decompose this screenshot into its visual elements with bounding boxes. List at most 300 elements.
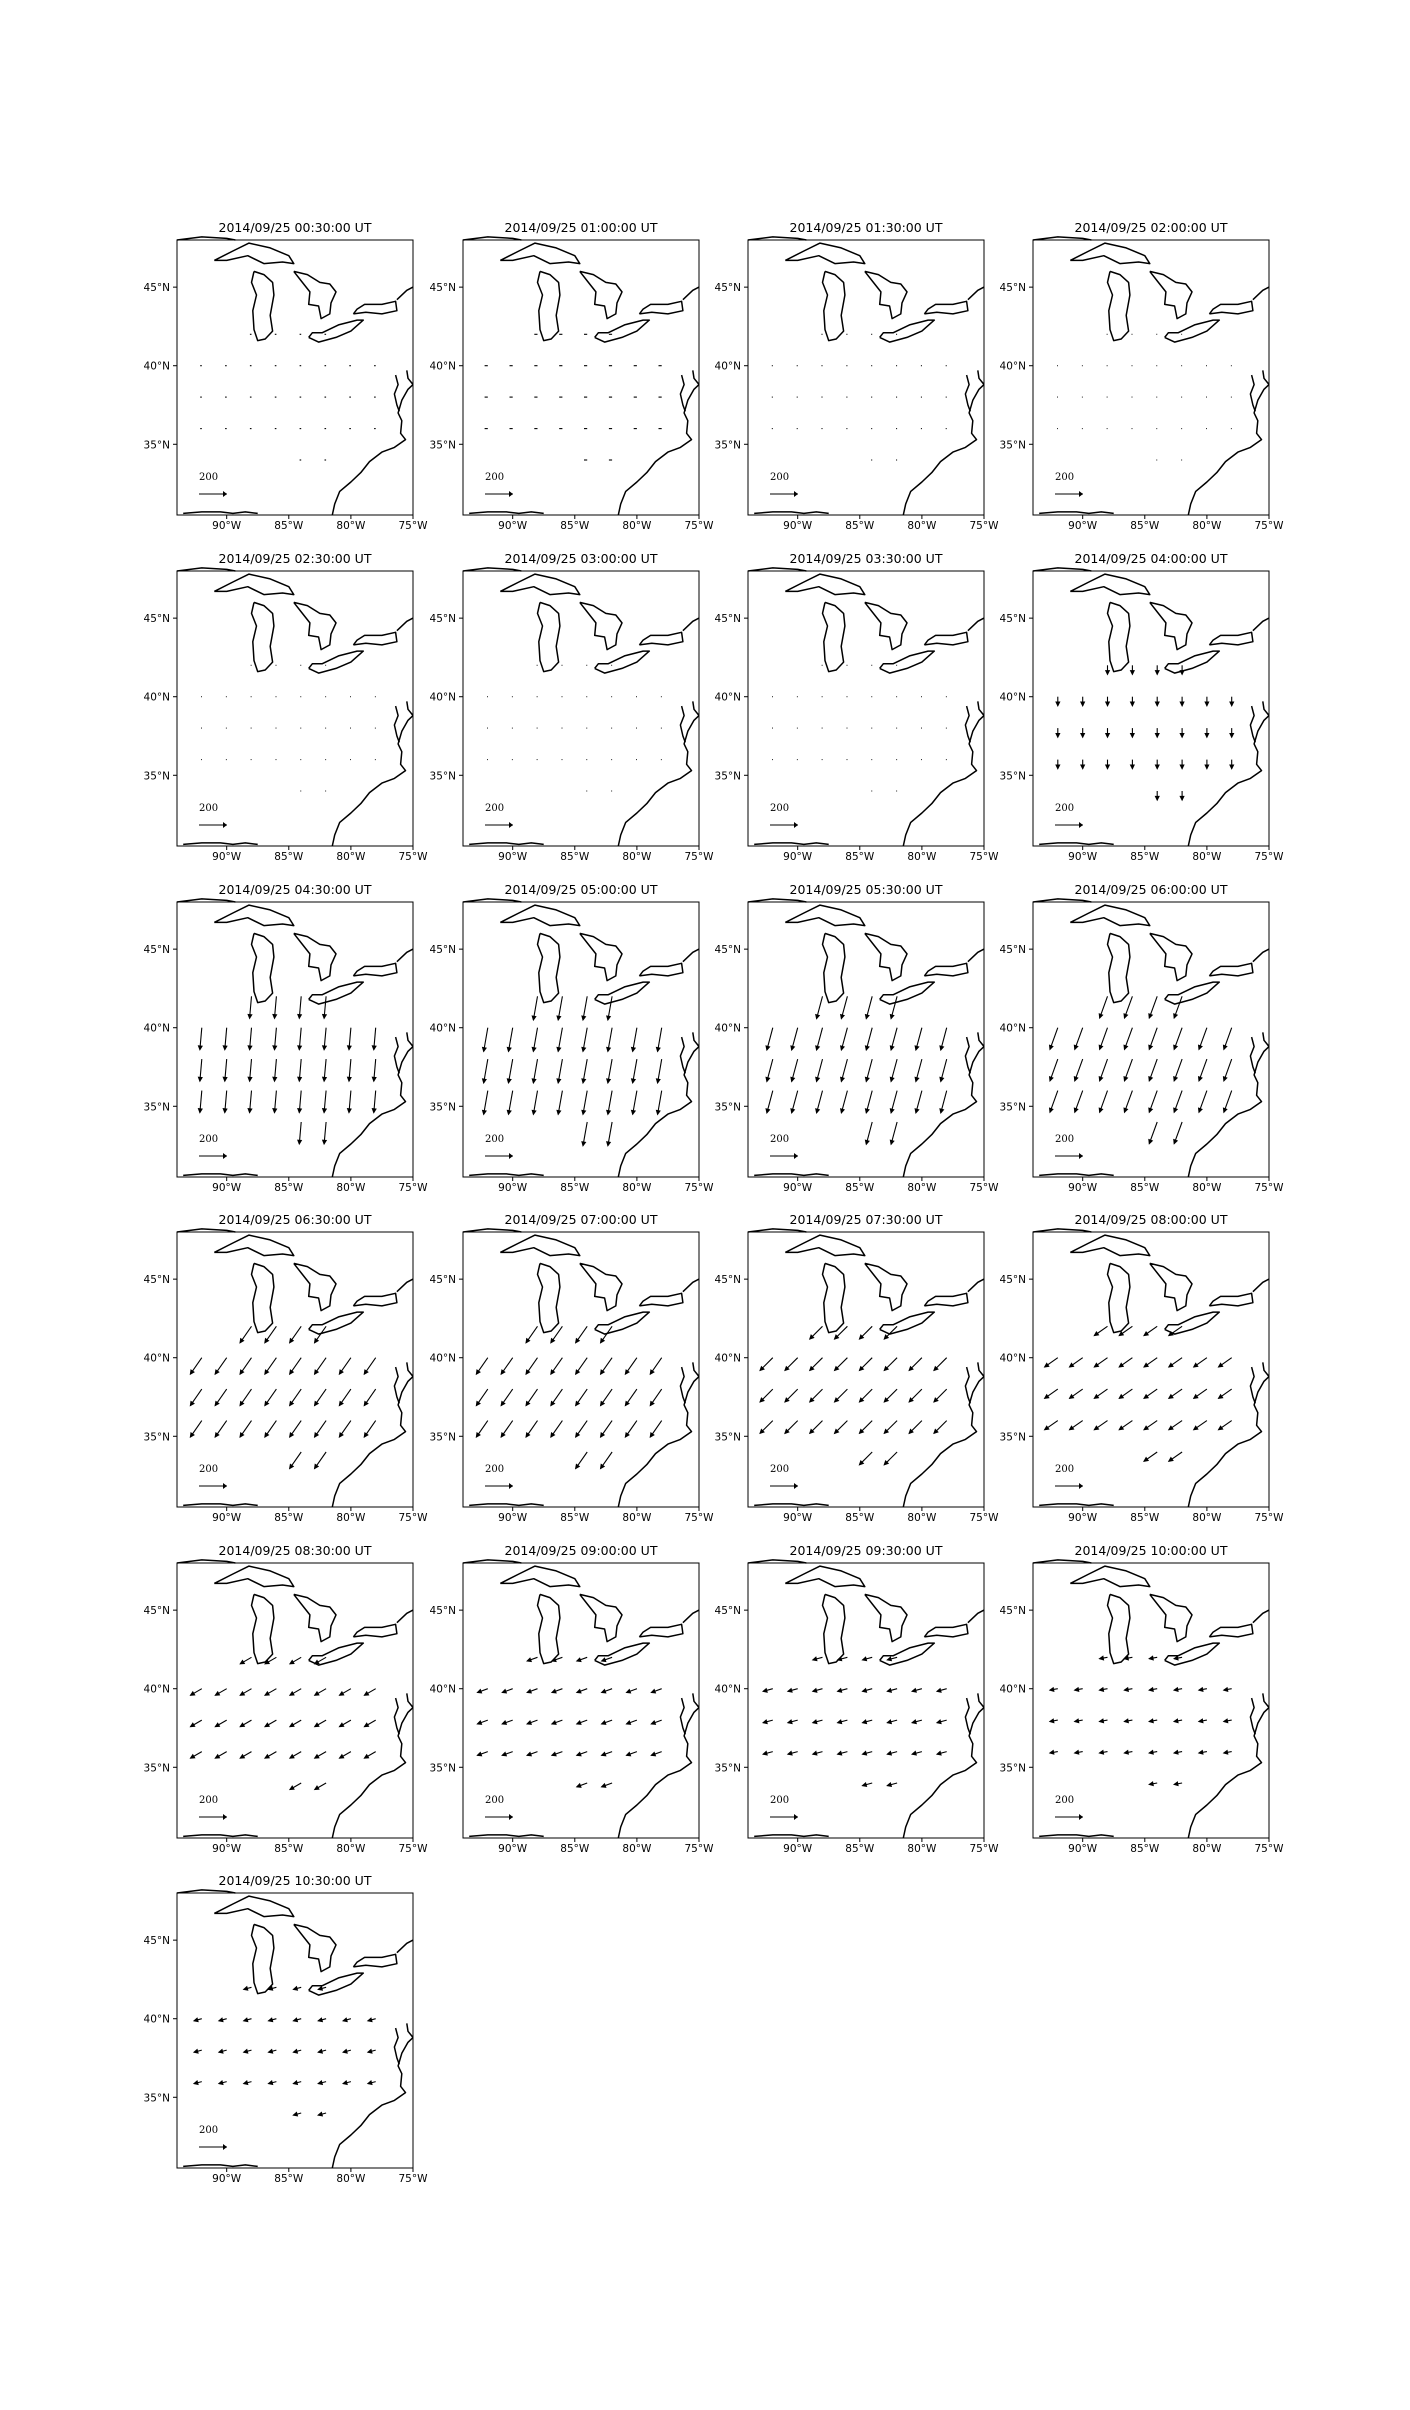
lon-label: 90°W — [212, 851, 242, 863]
wind-vector — [1075, 1751, 1083, 1754]
reference-vector — [199, 1795, 227, 1820]
coastline-lake-erie — [880, 982, 935, 1004]
wind-vector — [240, 1689, 251, 1696]
coastline-gulf-coast — [469, 1504, 544, 1506]
wind-vector — [315, 1783, 326, 1790]
coastline-atlantic-coast — [618, 716, 699, 846]
wind-vector — [315, 1358, 327, 1374]
coastline-gulf-coast — [183, 1504, 258, 1506]
coastline-lake-erie — [1165, 1312, 1220, 1334]
coastline-lake-superior — [1070, 1566, 1150, 1587]
wind-vector — [240, 1421, 251, 1437]
reference-vector — [199, 472, 227, 497]
lat-label: 35°N — [714, 770, 741, 783]
wind-vector — [1199, 1751, 1207, 1754]
coastline-chesapeake — [965, 1037, 970, 1073]
map-panel — [117, 1202, 428, 1532]
wind-vector — [483, 1028, 488, 1052]
wind-vector — [835, 1389, 848, 1402]
lon-label: 90°W — [783, 851, 813, 863]
coastline-gulf-coast — [183, 1835, 258, 1837]
wind-vector — [627, 1720, 637, 1724]
wind-vector — [1174, 1719, 1182, 1722]
wind-vector — [632, 1059, 637, 1083]
wind-vector — [816, 996, 823, 1018]
coastline-atlantic-coast — [332, 1708, 413, 1838]
wind-vector — [527, 1689, 537, 1693]
wind-vector — [1205, 760, 1208, 769]
wind-vector — [912, 1752, 922, 1755]
wind-vector — [265, 1720, 276, 1727]
wind-vector — [1124, 1091, 1132, 1113]
coastline-lake-huron — [1150, 271, 1192, 318]
wind-vector — [866, 1059, 873, 1081]
wind-vector — [940, 1091, 947, 1113]
wind-vector — [248, 996, 252, 1018]
reference-vector — [1055, 472, 1083, 497]
wind-vector — [887, 1720, 897, 1723]
wind-vector — [791, 1091, 798, 1113]
wind-vector — [1056, 728, 1060, 737]
lat-label: 35°N — [429, 1101, 456, 1114]
coastline-lake-ontario — [353, 301, 397, 314]
lon-label: 75°W — [969, 520, 999, 532]
wind-vector — [607, 1091, 612, 1115]
wind-vector — [763, 1689, 773, 1692]
wind-vector — [340, 1720, 351, 1727]
coastline-lake-michigan — [823, 1263, 845, 1332]
wind-vector — [244, 2018, 252, 2021]
lat-label: 40°N — [429, 691, 456, 704]
wind-vector — [1199, 1028, 1207, 1050]
lon-label: 85°W — [1130, 1843, 1160, 1855]
coastline-lake-erie — [595, 320, 650, 342]
wind-vector — [1094, 1389, 1107, 1398]
wind-vector — [1199, 1719, 1207, 1722]
coastline-lake-huron — [294, 602, 336, 649]
lat-label: 35°N — [999, 1101, 1026, 1114]
wind-vector — [1131, 697, 1135, 706]
wind-vector — [763, 1720, 773, 1723]
coastline-lake-superior — [1070, 1235, 1150, 1256]
wind-vector — [1124, 1059, 1132, 1081]
wind-vector — [191, 1720, 202, 1727]
wind-vector — [240, 1720, 251, 1727]
wind-vector — [887, 1783, 897, 1786]
coastline-lake-ontario — [1209, 1293, 1253, 1306]
wind-vector — [1125, 1719, 1133, 1722]
wind-vector — [912, 1720, 922, 1723]
wind-vector — [860, 1421, 873, 1434]
wind-vector — [1194, 1358, 1207, 1367]
wind-vector — [1099, 1059, 1107, 1081]
lat-label: 35°N — [999, 770, 1026, 783]
wind-vector — [290, 1358, 302, 1374]
lon-label: 90°W — [498, 520, 528, 532]
reference-vector — [485, 1795, 513, 1820]
lon-label: 85°W — [1130, 1182, 1160, 1194]
wind-vector — [1174, 1656, 1182, 1660]
lon-label: 85°W — [560, 1512, 590, 1524]
wind-vector — [502, 1752, 512, 1756]
wind-vector — [240, 1389, 251, 1405]
reference-label: 200 — [1055, 803, 1075, 814]
coastline-gulf-coast — [1039, 1504, 1114, 1506]
map-canvas — [973, 541, 1284, 871]
wind-vector — [219, 2050, 227, 2053]
wind-vector — [577, 1657, 587, 1661]
coastline-chesapeake — [965, 375, 970, 411]
panel-title: 2014/09/25 08:00:00 UT — [1074, 1212, 1228, 1227]
reference-label: 200 — [199, 1134, 219, 1145]
wind-vector — [1174, 1751, 1182, 1754]
map-canvas — [973, 210, 1284, 540]
lat-label: 35°N — [143, 1762, 170, 1775]
wind-vector — [194, 2018, 202, 2021]
coastline-lake-superior — [785, 1566, 865, 1587]
reference-vector — [770, 1134, 798, 1159]
map-panel — [688, 210, 999, 540]
wind-vector — [860, 1358, 873, 1371]
wind-vector — [909, 1389, 922, 1402]
lon-label: 80°W — [1192, 1843, 1222, 1855]
coastline-lake-erie — [1165, 982, 1220, 1004]
coastline-lake-michigan — [252, 271, 274, 340]
wind-vector — [625, 1358, 637, 1374]
map-canvas — [688, 872, 999, 1202]
wind-vector — [298, 1059, 301, 1081]
coastline-chesapeake — [680, 1037, 685, 1073]
coastline-lake-michigan — [538, 602, 560, 671]
lon-label: 90°W — [212, 520, 242, 532]
panel-title: 2014/09/25 06:30:00 UT — [218, 1212, 372, 1227]
lon-label: 80°W — [1192, 1182, 1222, 1194]
coastline-lake-ontario — [1209, 632, 1253, 645]
coastline-st-lawrence — [1253, 949, 1269, 962]
wind-vector — [290, 1389, 302, 1405]
wind-vector — [785, 1389, 798, 1402]
wind-vector — [1199, 1059, 1207, 1081]
wind-vector — [1074, 1059, 1082, 1081]
coastline-lake-huron — [294, 1924, 336, 1971]
coastline-lake-ontario — [639, 963, 683, 976]
wind-vector — [290, 1452, 302, 1468]
wind-vector — [1131, 728, 1135, 737]
lon-label: 85°W — [560, 1182, 590, 1194]
map-canvas — [403, 1533, 714, 1863]
wind-vector — [290, 1752, 301, 1759]
reference-vector — [1055, 1795, 1083, 1820]
coastline-lake-ontario — [924, 1624, 968, 1637]
lon-label: 75°W — [684, 1512, 714, 1524]
coastline-lake-michigan — [1108, 1594, 1130, 1663]
coastline-lake-erie — [595, 651, 650, 673]
coastline-lake-erie — [1165, 320, 1220, 342]
wind-vector — [1219, 1358, 1232, 1367]
lat-label: 45°N — [143, 282, 170, 295]
wind-vector — [372, 1059, 376, 1081]
coastline-lake-michigan — [823, 602, 845, 671]
wind-vector — [838, 1689, 848, 1692]
coastline-lake-huron — [1150, 602, 1192, 649]
map-panel — [688, 872, 999, 1202]
wind-vector — [576, 1452, 588, 1468]
wind-vector — [582, 1122, 587, 1146]
wind-vector — [601, 1452, 613, 1468]
wind-vector — [290, 1689, 301, 1696]
wind-vector — [887, 1689, 897, 1692]
lon-label: 80°W — [622, 851, 652, 863]
lon-label: 85°W — [1130, 520, 1160, 532]
wind-vector — [1224, 1688, 1232, 1691]
wind-vector — [625, 1421, 637, 1437]
panel-title: 2014/09/25 03:00:00 UT — [504, 551, 658, 566]
wind-vector — [483, 1091, 488, 1115]
map-panel — [973, 1533, 1284, 1863]
lon-label: 85°W — [274, 851, 304, 863]
reference-vector — [1055, 1134, 1083, 1159]
wind-vector — [315, 1389, 327, 1405]
wind-vector — [934, 1421, 947, 1434]
coastline-lake-erie — [595, 982, 650, 1004]
lon-label: 90°W — [212, 1843, 242, 1855]
wind-vector — [601, 1358, 613, 1374]
coastline-delaware — [1263, 370, 1269, 384]
wind-vector — [552, 1752, 562, 1756]
coastline-atlantic-coast — [1188, 716, 1269, 846]
wind-vector — [551, 1358, 563, 1374]
wind-vector — [483, 1059, 488, 1083]
lat-label: 40°N — [714, 360, 741, 373]
lon-label: 80°W — [1192, 1512, 1222, 1524]
lon-label: 75°W — [1254, 1512, 1284, 1524]
map-panel — [117, 1533, 428, 1863]
wind-vector — [551, 1421, 563, 1437]
wind-vector — [223, 1091, 227, 1113]
lon-label: 75°W — [684, 1843, 714, 1855]
lat-label: 45°N — [714, 1605, 741, 1618]
coastline-lake-michigan — [538, 933, 560, 1002]
coastline-gulf-coast — [1039, 512, 1114, 514]
wind-vector — [602, 1783, 612, 1787]
wind-vector — [1100, 1751, 1108, 1754]
reference-vector — [199, 2125, 227, 2150]
wind-vector — [248, 1028, 252, 1050]
wind-vector — [1156, 728, 1160, 737]
wind-vector — [502, 1689, 512, 1693]
reference-vector — [770, 803, 798, 828]
wind-vector — [841, 1059, 848, 1081]
reference-label: 200 — [770, 803, 790, 814]
coastline-lake-ontario — [353, 963, 397, 976]
coastline-atlantic-coast — [903, 716, 984, 846]
lat-label: 45°N — [143, 1935, 170, 1948]
wind-vector — [1149, 1751, 1157, 1754]
wind-vector — [372, 1028, 376, 1050]
coastline-lake-erie — [1165, 651, 1220, 673]
coastline-gulf-coast — [469, 1174, 544, 1176]
wind-vector — [273, 1028, 277, 1050]
wind-vector — [860, 1326, 873, 1339]
wind-vector — [298, 1122, 301, 1144]
lon-label: 90°W — [1068, 1843, 1098, 1855]
wind-vector — [339, 1421, 351, 1437]
map-canvas — [973, 872, 1284, 1202]
wind-vector — [244, 2050, 252, 2053]
wind-vector — [318, 2018, 326, 2021]
wind-vector — [478, 1689, 488, 1693]
wind-vector — [290, 1657, 301, 1664]
wind-vector — [915, 1028, 922, 1050]
lon-label: 80°W — [907, 1843, 937, 1855]
wind-vector — [1106, 697, 1110, 706]
wind-vector — [190, 1358, 201, 1374]
wind-vector — [269, 2050, 277, 2053]
wind-vector — [240, 1752, 251, 1759]
wind-vector — [577, 1689, 587, 1693]
lon-label: 90°W — [212, 1512, 242, 1524]
wind-vector — [602, 1720, 612, 1724]
wind-vector — [318, 1987, 326, 1990]
wind-vector — [323, 996, 327, 1018]
lon-label: 90°W — [498, 1512, 528, 1524]
wind-vector — [348, 1091, 351, 1113]
wind-vector — [323, 1028, 327, 1050]
wind-vector — [1100, 1688, 1108, 1691]
coastline-chesapeake — [394, 1037, 399, 1073]
wind-vector — [1149, 1656, 1157, 1660]
reference-vector — [1055, 1464, 1083, 1489]
coastline-lake-michigan — [252, 1263, 274, 1332]
coastline-st-lawrence — [397, 1940, 413, 1953]
coastline-lake-huron — [294, 271, 336, 318]
lon-label: 85°W — [274, 1512, 304, 1524]
wind-vector — [1174, 1782, 1182, 1785]
wind-vector — [215, 1752, 226, 1759]
map-panel — [688, 541, 999, 871]
wind-vector — [887, 1657, 897, 1660]
panel-title: 2014/09/25 06:00:00 UT — [1074, 882, 1228, 897]
wind-vector — [364, 1421, 375, 1437]
wind-vector — [1074, 1091, 1082, 1113]
coastline-lake-ontario — [1209, 301, 1253, 314]
wind-vector — [339, 1358, 351, 1374]
wind-vector — [244, 1987, 252, 1990]
wind-vector — [841, 1028, 848, 1050]
coastline-chesapeake — [680, 1698, 685, 1734]
wind-vector — [884, 1389, 897, 1402]
coastline-lake-ontario — [924, 963, 968, 976]
lat-label: 35°N — [999, 1762, 1026, 1775]
wind-vector — [318, 2113, 326, 2116]
wind-vector — [368, 2018, 376, 2021]
wind-vector — [1219, 1421, 1232, 1430]
wind-vector — [937, 1689, 947, 1692]
wind-vector — [813, 1657, 823, 1660]
wind-vector — [532, 1059, 537, 1083]
lon-label: 75°W — [969, 1843, 999, 1855]
wind-vector — [1149, 1719, 1157, 1722]
wind-vector — [190, 1421, 201, 1437]
lon-label: 80°W — [907, 1512, 937, 1524]
wind-vector — [298, 996, 301, 1018]
wind-vector — [1045, 1421, 1058, 1430]
coastline-lake-superior — [214, 243, 293, 264]
coastline-atlantic-coast — [332, 716, 413, 846]
coastline-lake-michigan — [538, 271, 560, 340]
wind-vector — [940, 1059, 947, 1081]
wind-vector — [501, 1421, 513, 1437]
wind-vector — [365, 1689, 376, 1696]
wind-vector — [632, 1091, 637, 1115]
reference-label: 200 — [485, 803, 505, 814]
wind-vector — [788, 1720, 798, 1723]
wind-vector — [526, 1358, 537, 1374]
wind-vector — [602, 1752, 612, 1756]
wind-vector — [607, 1059, 612, 1083]
coastline-lake-erie — [880, 1312, 935, 1334]
wind-vector — [788, 1689, 798, 1692]
wind-vector — [866, 1122, 873, 1144]
lat-label: 40°N — [143, 691, 170, 704]
coastline-st-lawrence — [1253, 1279, 1269, 1292]
wind-vector — [1094, 1421, 1107, 1430]
map-panel — [403, 872, 714, 1202]
reference-vector — [199, 1134, 227, 1159]
map-canvas — [117, 1533, 428, 1863]
lon-label: 80°W — [336, 2173, 366, 2185]
wind-vector — [1149, 1028, 1157, 1050]
wind-vector — [365, 1720, 376, 1727]
coastline-lake-erie — [309, 320, 364, 342]
lat-label: 45°N — [999, 282, 1026, 295]
lat-label: 40°N — [143, 2013, 170, 2026]
lon-label: 85°W — [560, 520, 590, 532]
coastline-lake-huron — [580, 271, 622, 318]
map-canvas — [403, 1202, 714, 1532]
map-canvas — [403, 210, 714, 540]
wind-vector — [937, 1752, 947, 1755]
coastline-atlantic-coast — [903, 1708, 984, 1838]
reference-label: 200 — [770, 1795, 790, 1806]
lat-label: 45°N — [429, 944, 456, 957]
lat-label: 40°N — [714, 1022, 741, 1035]
coastline-gulf-coast — [754, 1504, 829, 1506]
coastline-lake-michigan — [252, 1594, 274, 1663]
coastline-chesapeake — [394, 706, 399, 742]
lon-label: 80°W — [336, 851, 366, 863]
coastline-lake-michigan — [252, 933, 274, 1002]
wind-vector — [348, 1028, 351, 1050]
coastline-gulf-coast — [754, 1835, 829, 1837]
coastline-lake-superior — [1070, 574, 1150, 595]
wind-vector — [1230, 728, 1234, 737]
wind-vector — [273, 1059, 277, 1081]
wind-vector — [1050, 1091, 1058, 1113]
map-canvas — [688, 210, 999, 540]
lon-label: 90°W — [498, 1843, 528, 1855]
wind-vector — [1119, 1358, 1132, 1367]
coastline-lake-huron — [865, 1594, 907, 1641]
map-panel — [117, 541, 428, 871]
wind-vector — [557, 1028, 562, 1052]
wind-vector — [627, 1689, 637, 1693]
coastline-atlantic-coast — [1188, 385, 1269, 515]
wind-vector — [785, 1421, 798, 1434]
lat-label: 45°N — [999, 1605, 1026, 1618]
coastline-lake-huron — [1150, 1263, 1192, 1310]
wind-vector — [625, 1389, 637, 1405]
